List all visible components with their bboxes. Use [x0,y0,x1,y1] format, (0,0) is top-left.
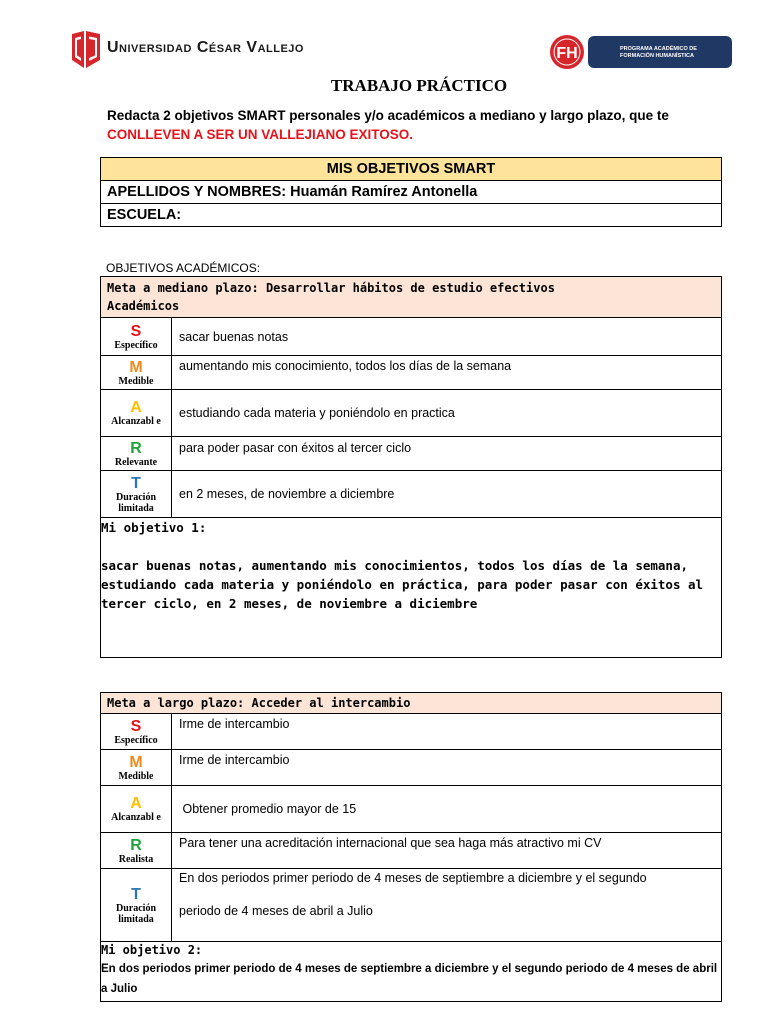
letter-r: R [130,439,142,457]
value-relevante: para poder pasar con éxitos al tercer ciclo [172,437,722,471]
value-especifico: sacar buenas notas [172,318,722,356]
letter-t: T [131,885,141,903]
value-duracion-line2: periodo de 4 meses de abril a Julio [179,904,373,918]
value-alcanzable: Obtener promedio mayor de 15 [172,786,722,833]
label-relevante: Relevante [114,456,158,468]
label-medible: Medible [118,770,154,782]
fh-badge-icon [548,34,732,70]
meta-subtitle: Académicos [107,299,180,313]
label-especifico: Específico [114,734,158,746]
smart-row-r [101,437,722,471]
label-duracion: Duración limitada [116,902,156,925]
page-title: TRABAJO PRÁCTICO [330,76,508,95]
smart-row-a2 [101,786,722,833]
value-medible: Irme de intercambio [172,750,722,786]
section-label: OBJETIVOS ACADÉMICOS: [106,261,261,275]
school-field: ESCUELA: [101,204,722,227]
label-medible: Medible [118,375,154,387]
ucv-shield-icon [70,30,106,70]
meta-title: Meta a mediano plazo: Desarrollar hábitos de estudio efectivos [107,281,555,295]
objective-1-title: Mi objetivo 1: [101,520,207,535]
letter-t: T [131,474,141,492]
smart-row-r2 [101,833,722,869]
value-duracion: en 2 meses, de noviembre a diciembre [172,471,722,518]
value-duracion-line1: En dos periodos primer periodo de 4 meses de septiembre a diciembre y el segundo [179,871,647,885]
value-especifico: Irme de intercambio [172,714,722,750]
letter-m: M [129,358,143,376]
label-alcanzable: Alcanzabl e [111,416,161,427]
smart-table-2 [100,692,722,1002]
value-medible: aumentando mis conocimiento, todos los días de la semana [172,356,722,390]
meta-medium-term [101,277,722,318]
letter-m: M [129,753,143,771]
smart-row-t2 [101,869,722,942]
smart-row-m2 [101,750,722,786]
letter-s: S [130,717,142,735]
fh-badge-text: FH [556,45,578,62]
value-duracion [172,869,722,942]
label-realista: Realista [118,853,154,865]
letter-r: R [130,836,142,854]
meta-long-term: Meta a largo plazo: Acceder al intercambio [101,693,722,714]
letter-s: S [130,322,142,340]
info-table-header: MIS OBJETIVOS SMART [101,158,722,181]
smart-row-m [101,356,722,390]
university-name: Universidad César Vallejo [107,39,304,56]
info-table [100,157,722,227]
letter-a: A [130,795,142,812]
label-alcanzable: Alcanzabl e [111,812,161,823]
objective-2-title: Mi objetivo 2: [101,943,203,957]
value-realista: Para tener una acreditación internacional que sea haga más atractivo mi CV [172,833,722,869]
objective-1 [101,518,722,658]
value-alcanzable: estudiando cada materia y poniéndolo en practica [172,390,722,437]
fh-logo [548,34,732,70]
objective-1-text: sacar buenas notas, aumentando mis conocimientos, todos los días de la semana, estudiando cada materia y poniéndolo en práctica, para poder pasar con éxitos al tercer ciclo, en 2 meses, de noviembre a diciembre [101,558,704,611]
label-duracion: Duración limitada [116,491,156,514]
smart-row-s2 [101,714,722,750]
smart-table-1 [100,276,722,658]
instruction-line1: Redacta 2 objetivos SMART personales y/o académicos a mediano y largo plazo, que te [107,108,669,123]
smart-row-s [101,318,722,356]
name-field: APELLIDOS Y NOMBRES: Huamán Ramírez Antonella [101,181,722,204]
fh-text-line2: FORMACIÓN HUMANÍSTICA [620,53,694,59]
label-especifico: Específico [114,339,158,351]
instruction-line2: CONLLEVEN A SER UN VALLEJIANO EXITOSO. [107,127,414,142]
objective-2-text: En dos periodos primer periodo de 4 meses de septiembre a diciembre y el segundo periodo de 4 meses de abril a Julio [101,963,718,995]
fh-text-line1: PROGRAMA ACADÉMICO DE [620,46,697,52]
smart-row-t [101,471,722,518]
objective-2 [101,942,722,1002]
letter-a: A [130,399,142,416]
smart-row-a [101,390,722,437]
